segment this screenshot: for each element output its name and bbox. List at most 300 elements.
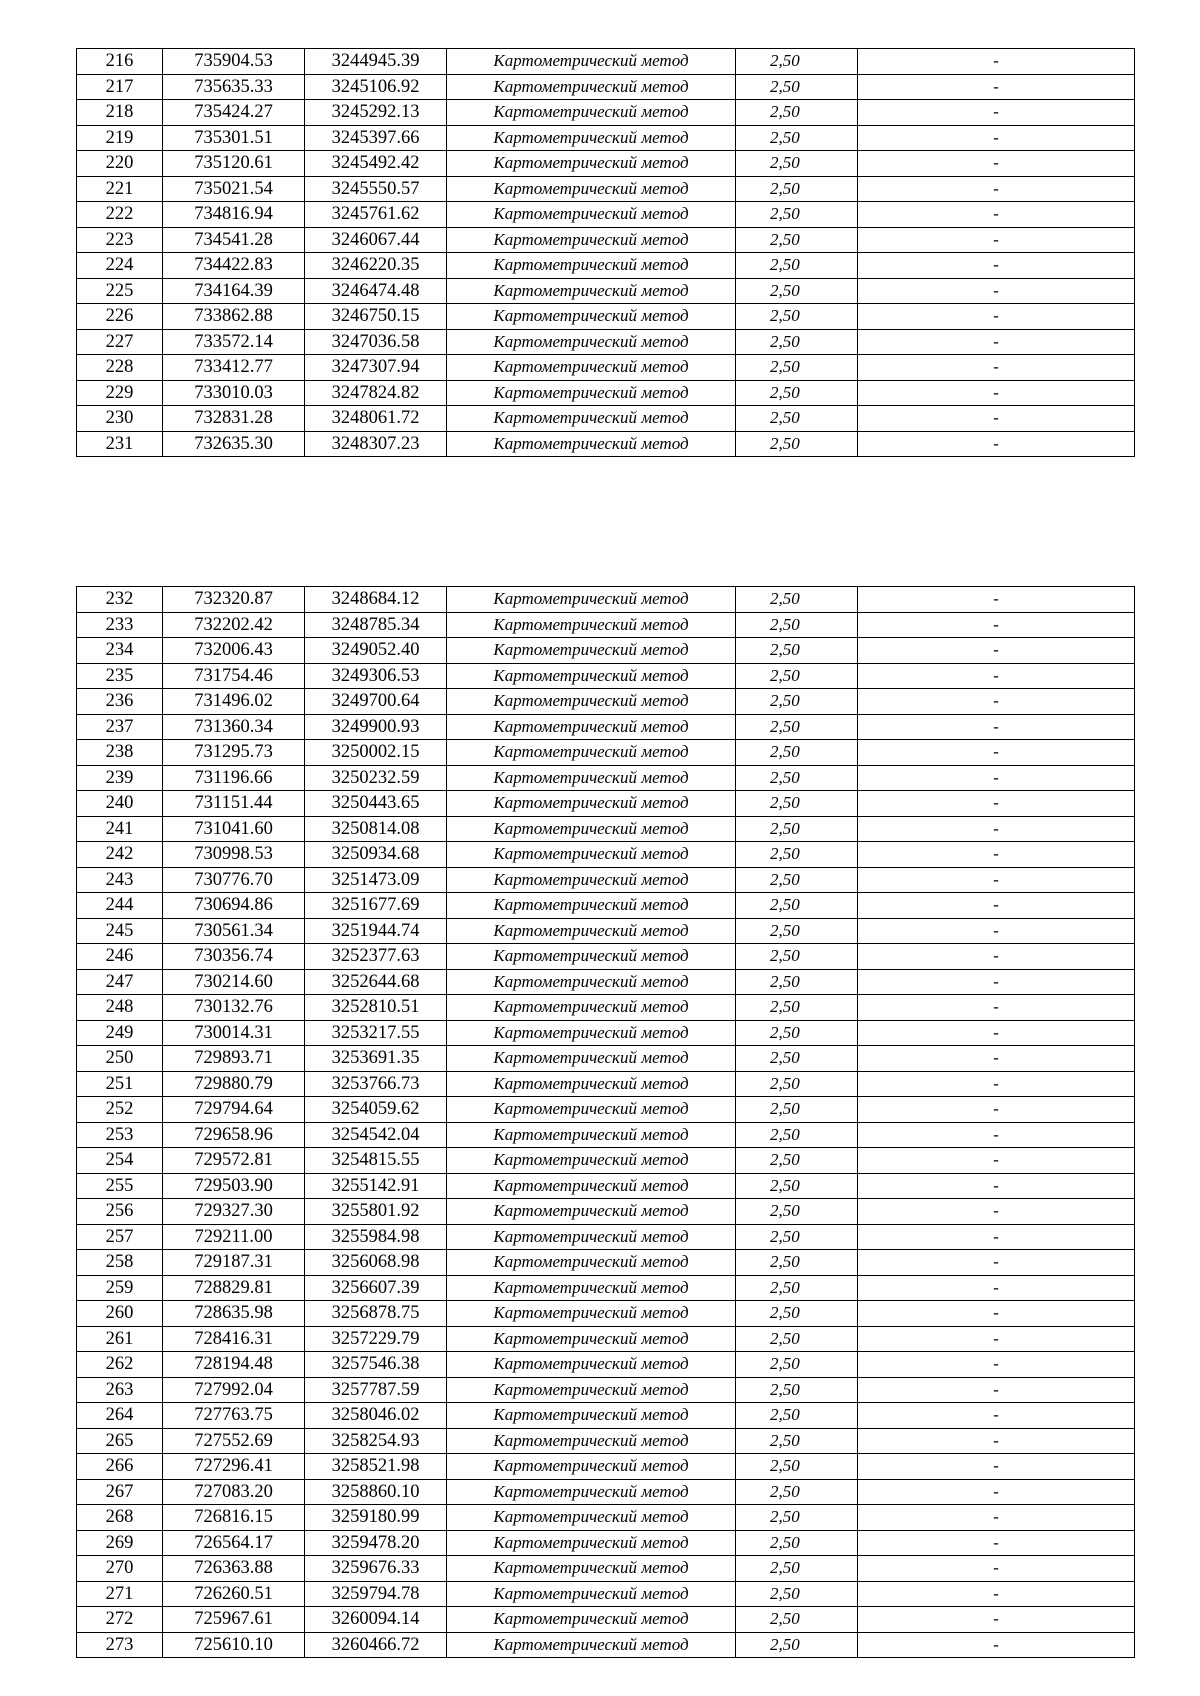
point-number-cell: 221 xyxy=(77,176,163,202)
accuracy-cell: 2,50 xyxy=(736,253,858,279)
table-row xyxy=(77,1581,1135,1607)
x-coordinate-cell: 735021.54 xyxy=(163,176,305,202)
table-row xyxy=(77,1607,1135,1633)
y-coordinate-cell: 3247036.58 xyxy=(305,329,447,355)
method-cell: Картометрический метод xyxy=(447,380,736,406)
method-cell: Картометрический метод xyxy=(447,176,736,202)
y-coordinate-cell: 3259478.20 xyxy=(305,1530,447,1556)
y-coordinate-cell: 3247824.82 xyxy=(305,380,447,406)
table-row xyxy=(77,1046,1135,1072)
y-coordinate-cell: 3257546.38 xyxy=(305,1352,447,1378)
y-coordinate-cell: 3254542.04 xyxy=(305,1122,447,1148)
point-number-cell: 230 xyxy=(77,406,163,432)
accuracy-cell: 2,50 xyxy=(736,944,858,970)
x-coordinate-cell: 730356.74 xyxy=(163,944,305,970)
accuracy-cell: 2,50 xyxy=(736,918,858,944)
table-row xyxy=(77,1173,1135,1199)
point-number-cell: 247 xyxy=(77,969,163,995)
table-row xyxy=(77,740,1135,766)
table-row xyxy=(77,1530,1135,1556)
y-coordinate-cell: 3252644.68 xyxy=(305,969,447,995)
y-coordinate-cell: 3248307.23 xyxy=(305,431,447,457)
method-cell: Картометрический метод xyxy=(447,1505,736,1531)
accuracy-cell: 2,50 xyxy=(736,791,858,817)
note-cell: - xyxy=(858,842,1135,868)
x-coordinate-cell: 731496.02 xyxy=(163,689,305,715)
point-number-cell: 258 xyxy=(77,1250,163,1276)
method-cell: Картометрический метод xyxy=(447,1530,736,1556)
x-coordinate-cell: 727552.69 xyxy=(163,1428,305,1454)
y-coordinate-cell: 3245397.66 xyxy=(305,125,447,151)
table-row xyxy=(77,1301,1135,1327)
point-number-cell: 270 xyxy=(77,1556,163,1582)
accuracy-cell: 2,50 xyxy=(736,1581,858,1607)
x-coordinate-cell: 733572.14 xyxy=(163,329,305,355)
table-row xyxy=(77,380,1135,406)
accuracy-cell: 2,50 xyxy=(736,1148,858,1174)
x-coordinate-cell: 730776.70 xyxy=(163,867,305,893)
y-coordinate-cell: 3248684.12 xyxy=(305,587,447,613)
note-cell: - xyxy=(858,1301,1135,1327)
note-cell: - xyxy=(858,100,1135,126)
point-number-cell: 250 xyxy=(77,1046,163,1072)
table-row xyxy=(77,765,1135,791)
note-cell: - xyxy=(858,202,1135,228)
method-cell: Картометрический метод xyxy=(447,1403,736,1429)
table-row xyxy=(77,995,1135,1021)
x-coordinate-cell: 730014.31 xyxy=(163,1020,305,1046)
accuracy-cell: 2,50 xyxy=(736,1352,858,1378)
note-cell: - xyxy=(858,1122,1135,1148)
point-number-cell: 219 xyxy=(77,125,163,151)
note-cell: - xyxy=(858,1020,1135,1046)
note-cell: - xyxy=(858,893,1135,919)
x-coordinate-cell: 733412.77 xyxy=(163,355,305,381)
y-coordinate-cell: 3255142.91 xyxy=(305,1173,447,1199)
point-number-cell: 246 xyxy=(77,944,163,970)
method-cell: Картометрический метод xyxy=(447,612,736,638)
note-cell: - xyxy=(858,253,1135,279)
method-cell: Картометрический метод xyxy=(447,1020,736,1046)
note-cell: - xyxy=(858,176,1135,202)
x-coordinate-cell: 727083.20 xyxy=(163,1479,305,1505)
y-coordinate-cell: 3259676.33 xyxy=(305,1556,447,1582)
point-number-cell: 242 xyxy=(77,842,163,868)
table-row xyxy=(77,151,1135,177)
point-number-cell: 271 xyxy=(77,1581,163,1607)
method-cell: Картометрический метод xyxy=(447,765,736,791)
accuracy-cell: 2,50 xyxy=(736,740,858,766)
table-row xyxy=(77,1326,1135,1352)
point-number-cell: 236 xyxy=(77,689,163,715)
point-number-cell: 244 xyxy=(77,893,163,919)
note-cell: - xyxy=(858,355,1135,381)
x-coordinate-cell: 729187.31 xyxy=(163,1250,305,1276)
point-number-cell: 227 xyxy=(77,329,163,355)
method-cell: Картометрический метод xyxy=(447,227,736,253)
accuracy-cell: 2,50 xyxy=(736,1530,858,1556)
note-cell: - xyxy=(858,791,1135,817)
note-cell: - xyxy=(858,1148,1135,1174)
accuracy-cell: 2,50 xyxy=(736,893,858,919)
method-cell: Картометрический метод xyxy=(447,714,736,740)
accuracy-cell: 2,50 xyxy=(736,816,858,842)
accuracy-cell: 2,50 xyxy=(736,1479,858,1505)
note-cell: - xyxy=(858,918,1135,944)
y-coordinate-cell: 3256878.75 xyxy=(305,1301,447,1327)
note-cell: - xyxy=(858,867,1135,893)
accuracy-cell: 2,50 xyxy=(736,612,858,638)
y-coordinate-cell: 3253217.55 xyxy=(305,1020,447,1046)
table-row xyxy=(77,689,1135,715)
point-number-cell: 218 xyxy=(77,100,163,126)
y-coordinate-cell: 3255801.92 xyxy=(305,1199,447,1225)
table-row xyxy=(77,202,1135,228)
method-cell: Картометрический метод xyxy=(447,278,736,304)
y-coordinate-cell: 3245492.42 xyxy=(305,151,447,177)
table-row xyxy=(77,278,1135,304)
point-number-cell: 251 xyxy=(77,1071,163,1097)
table-row xyxy=(77,791,1135,817)
method-cell: Картометрический метод xyxy=(447,1046,736,1072)
method-cell: Картометрический метод xyxy=(447,791,736,817)
y-coordinate-cell: 3251473.09 xyxy=(305,867,447,893)
method-cell: Картометрический метод xyxy=(447,995,736,1021)
x-coordinate-cell: 730998.53 xyxy=(163,842,305,868)
point-number-cell: 252 xyxy=(77,1097,163,1123)
y-coordinate-cell: 3246750.15 xyxy=(305,304,447,330)
y-coordinate-cell: 3260094.14 xyxy=(305,1607,447,1633)
y-coordinate-cell: 3252810.51 xyxy=(305,995,447,1021)
accuracy-cell: 2,50 xyxy=(736,714,858,740)
accuracy-cell: 2,50 xyxy=(736,227,858,253)
table-row xyxy=(77,1377,1135,1403)
table-row xyxy=(77,1148,1135,1174)
point-number-cell: 261 xyxy=(77,1326,163,1352)
note-cell: - xyxy=(858,740,1135,766)
x-coordinate-cell: 729211.00 xyxy=(163,1224,305,1250)
x-coordinate-cell: 726816.15 xyxy=(163,1505,305,1531)
point-number-cell: 239 xyxy=(77,765,163,791)
method-cell: Картометрический метод xyxy=(447,1122,736,1148)
point-number-cell: 243 xyxy=(77,867,163,893)
y-coordinate-cell: 3253766.73 xyxy=(305,1071,447,1097)
x-coordinate-cell: 733862.88 xyxy=(163,304,305,330)
x-coordinate-cell: 727296.41 xyxy=(163,1454,305,1480)
y-coordinate-cell: 3247307.94 xyxy=(305,355,447,381)
x-coordinate-cell: 734541.28 xyxy=(163,227,305,253)
table-row xyxy=(77,663,1135,689)
note-cell: - xyxy=(858,1530,1135,1556)
y-coordinate-cell: 3249052.40 xyxy=(305,638,447,664)
point-number-cell: 229 xyxy=(77,380,163,406)
x-coordinate-cell: 727992.04 xyxy=(163,1377,305,1403)
accuracy-cell: 2,50 xyxy=(736,125,858,151)
x-coordinate-cell: 725967.61 xyxy=(163,1607,305,1633)
point-number-cell: 264 xyxy=(77,1403,163,1429)
method-cell: Картометрический метод xyxy=(447,1454,736,1480)
note-cell: - xyxy=(858,1173,1135,1199)
method-cell: Картометрический метод xyxy=(447,406,736,432)
method-cell: Картометрический метод xyxy=(447,1224,736,1250)
point-number-cell: 249 xyxy=(77,1020,163,1046)
accuracy-cell: 2,50 xyxy=(736,1122,858,1148)
table-row xyxy=(77,1556,1135,1582)
table-row xyxy=(77,1071,1135,1097)
point-number-cell: 235 xyxy=(77,663,163,689)
x-coordinate-cell: 726363.88 xyxy=(163,1556,305,1582)
note-cell: - xyxy=(858,689,1135,715)
note-cell: - xyxy=(858,1479,1135,1505)
x-coordinate-cell: 731295.73 xyxy=(163,740,305,766)
x-coordinate-cell: 731754.46 xyxy=(163,663,305,689)
point-number-cell: 228 xyxy=(77,355,163,381)
table-row xyxy=(77,918,1135,944)
x-coordinate-cell: 731151.44 xyxy=(163,791,305,817)
table-row xyxy=(77,638,1135,664)
y-coordinate-cell: 3246067.44 xyxy=(305,227,447,253)
note-cell: - xyxy=(858,304,1135,330)
point-number-cell: 223 xyxy=(77,227,163,253)
accuracy-cell: 2,50 xyxy=(736,1428,858,1454)
x-coordinate-cell: 735904.53 xyxy=(163,49,305,75)
table-row xyxy=(77,1020,1135,1046)
table-row xyxy=(77,406,1135,432)
method-cell: Картометрический метод xyxy=(447,1326,736,1352)
accuracy-cell: 2,50 xyxy=(736,406,858,432)
table-body xyxy=(77,49,1135,457)
method-cell: Картометрический метод xyxy=(447,74,736,100)
method-cell: Картометрический метод xyxy=(447,304,736,330)
note-cell: - xyxy=(858,1071,1135,1097)
x-coordinate-cell: 728194.48 xyxy=(163,1352,305,1378)
point-number-cell: 254 xyxy=(77,1148,163,1174)
y-coordinate-cell: 3258254.93 xyxy=(305,1428,447,1454)
point-number-cell: 226 xyxy=(77,304,163,330)
accuracy-cell: 2,50 xyxy=(736,1556,858,1582)
coordinates-table-1 xyxy=(76,48,1135,457)
method-cell: Картометрический метод xyxy=(447,100,736,126)
note-cell: - xyxy=(858,278,1135,304)
y-coordinate-cell: 3258860.10 xyxy=(305,1479,447,1505)
y-coordinate-cell: 3245550.57 xyxy=(305,176,447,202)
y-coordinate-cell: 3254059.62 xyxy=(305,1097,447,1123)
y-coordinate-cell: 3248785.34 xyxy=(305,612,447,638)
accuracy-cell: 2,50 xyxy=(736,1199,858,1225)
table-row xyxy=(77,1352,1135,1378)
method-cell: Картометрический метод xyxy=(447,355,736,381)
method-cell: Картометрический метод xyxy=(447,816,736,842)
table-row xyxy=(77,431,1135,457)
x-coordinate-cell: 731196.66 xyxy=(163,765,305,791)
note-cell: - xyxy=(858,995,1135,1021)
table-row xyxy=(77,329,1135,355)
accuracy-cell: 2,50 xyxy=(736,867,858,893)
note-cell: - xyxy=(858,969,1135,995)
point-number-cell: 233 xyxy=(77,612,163,638)
x-coordinate-cell: 728635.98 xyxy=(163,1301,305,1327)
x-coordinate-cell: 727763.75 xyxy=(163,1403,305,1429)
table-row xyxy=(77,253,1135,279)
x-coordinate-cell: 725610.10 xyxy=(163,1632,305,1658)
coordinates-table-2 xyxy=(76,586,1135,1658)
note-cell: - xyxy=(858,638,1135,664)
method-cell: Картометрический метод xyxy=(447,1632,736,1658)
point-number-cell: 225 xyxy=(77,278,163,304)
accuracy-cell: 2,50 xyxy=(736,1505,858,1531)
note-cell: - xyxy=(858,612,1135,638)
point-number-cell: 224 xyxy=(77,253,163,279)
accuracy-cell: 2,50 xyxy=(736,1224,858,1250)
note-cell: - xyxy=(858,1097,1135,1123)
method-cell: Картометрический метод xyxy=(447,740,736,766)
accuracy-cell: 2,50 xyxy=(736,1020,858,1046)
table-row xyxy=(77,1505,1135,1531)
accuracy-cell: 2,50 xyxy=(736,1275,858,1301)
point-number-cell: 256 xyxy=(77,1199,163,1225)
accuracy-cell: 2,50 xyxy=(736,765,858,791)
accuracy-cell: 2,50 xyxy=(736,1326,858,1352)
x-coordinate-cell: 729893.71 xyxy=(163,1046,305,1072)
x-coordinate-cell: 728416.31 xyxy=(163,1326,305,1352)
y-coordinate-cell: 3256607.39 xyxy=(305,1275,447,1301)
accuracy-cell: 2,50 xyxy=(736,1632,858,1658)
x-coordinate-cell: 729794.64 xyxy=(163,1097,305,1123)
y-coordinate-cell: 3250934.68 xyxy=(305,842,447,868)
table-row xyxy=(77,714,1135,740)
note-cell: - xyxy=(858,1275,1135,1301)
note-cell: - xyxy=(858,1581,1135,1607)
accuracy-cell: 2,50 xyxy=(736,969,858,995)
point-number-cell: 266 xyxy=(77,1454,163,1480)
method-cell: Картометрический метод xyxy=(447,253,736,279)
x-coordinate-cell: 730132.76 xyxy=(163,995,305,1021)
method-cell: Картометрический метод xyxy=(447,49,736,75)
point-number-cell: 255 xyxy=(77,1173,163,1199)
accuracy-cell: 2,50 xyxy=(736,587,858,613)
y-coordinate-cell: 3257229.79 xyxy=(305,1326,447,1352)
method-cell: Картометрический метод xyxy=(447,587,736,613)
x-coordinate-cell: 726564.17 xyxy=(163,1530,305,1556)
note-cell: - xyxy=(858,1224,1135,1250)
method-cell: Картометрический метод xyxy=(447,1097,736,1123)
y-coordinate-cell: 3250002.15 xyxy=(305,740,447,766)
note-cell: - xyxy=(858,944,1135,970)
y-coordinate-cell: 3250232.59 xyxy=(305,765,447,791)
note-cell: - xyxy=(858,1632,1135,1658)
note-cell: - xyxy=(858,1250,1135,1276)
note-cell: - xyxy=(858,151,1135,177)
table-row xyxy=(77,1454,1135,1480)
accuracy-cell: 2,50 xyxy=(736,1377,858,1403)
table-row xyxy=(77,74,1135,100)
x-coordinate-cell: 734422.83 xyxy=(163,253,305,279)
accuracy-cell: 2,50 xyxy=(736,380,858,406)
y-coordinate-cell: 3258521.98 xyxy=(305,1454,447,1480)
x-coordinate-cell: 731041.60 xyxy=(163,816,305,842)
x-coordinate-cell: 733010.03 xyxy=(163,380,305,406)
note-cell: - xyxy=(858,1428,1135,1454)
note-cell: - xyxy=(858,714,1135,740)
point-number-cell: 238 xyxy=(77,740,163,766)
x-coordinate-cell: 732202.42 xyxy=(163,612,305,638)
note-cell: - xyxy=(858,49,1135,75)
y-coordinate-cell: 3257787.59 xyxy=(305,1377,447,1403)
point-number-cell: 262 xyxy=(77,1352,163,1378)
table-row xyxy=(77,227,1135,253)
method-cell: Картометрический метод xyxy=(447,663,736,689)
table-row xyxy=(77,1403,1135,1429)
x-coordinate-cell: 729503.90 xyxy=(163,1173,305,1199)
point-number-cell: 240 xyxy=(77,791,163,817)
note-cell: - xyxy=(858,1352,1135,1378)
x-coordinate-cell: 729327.30 xyxy=(163,1199,305,1225)
y-coordinate-cell: 3256068.98 xyxy=(305,1250,447,1276)
y-coordinate-cell: 3250814.08 xyxy=(305,816,447,842)
method-cell: Картометрический метод xyxy=(447,1479,736,1505)
table-row xyxy=(77,355,1135,381)
table-row xyxy=(77,1122,1135,1148)
table-row xyxy=(77,1479,1135,1505)
accuracy-cell: 2,50 xyxy=(736,1607,858,1633)
note-cell: - xyxy=(858,663,1135,689)
point-number-cell: 234 xyxy=(77,638,163,664)
x-coordinate-cell: 729658.96 xyxy=(163,1122,305,1148)
method-cell: Картометрический метод xyxy=(447,1148,736,1174)
table-row xyxy=(77,1428,1135,1454)
table-row xyxy=(77,944,1135,970)
table-row xyxy=(77,100,1135,126)
table-row xyxy=(77,1632,1135,1658)
note-cell: - xyxy=(858,1326,1135,1352)
point-number-cell: 260 xyxy=(77,1301,163,1327)
x-coordinate-cell: 732320.87 xyxy=(163,587,305,613)
x-coordinate-cell: 726260.51 xyxy=(163,1581,305,1607)
y-coordinate-cell: 3259180.99 xyxy=(305,1505,447,1531)
y-coordinate-cell: 3248061.72 xyxy=(305,406,447,432)
note-cell: - xyxy=(858,1556,1135,1582)
point-number-cell: 263 xyxy=(77,1377,163,1403)
table-row xyxy=(77,867,1135,893)
point-number-cell: 265 xyxy=(77,1428,163,1454)
note-cell: - xyxy=(858,329,1135,355)
table-row xyxy=(77,125,1135,151)
y-coordinate-cell: 3246474.48 xyxy=(305,278,447,304)
accuracy-cell: 2,50 xyxy=(736,202,858,228)
accuracy-cell: 2,50 xyxy=(736,1071,858,1097)
point-number-cell: 222 xyxy=(77,202,163,228)
accuracy-cell: 2,50 xyxy=(736,304,858,330)
method-cell: Картометрический метод xyxy=(447,893,736,919)
x-coordinate-cell: 730694.86 xyxy=(163,893,305,919)
y-coordinate-cell: 3252377.63 xyxy=(305,944,447,970)
method-cell: Картометрический метод xyxy=(447,1581,736,1607)
accuracy-cell: 2,50 xyxy=(736,638,858,664)
note-cell: - xyxy=(858,587,1135,613)
point-number-cell: 248 xyxy=(77,995,163,1021)
point-number-cell: 259 xyxy=(77,1275,163,1301)
note-cell: - xyxy=(858,431,1135,457)
table-row xyxy=(77,1275,1135,1301)
note-cell: - xyxy=(858,1607,1135,1633)
note-cell: - xyxy=(858,1505,1135,1531)
x-coordinate-cell: 732831.28 xyxy=(163,406,305,432)
y-coordinate-cell: 3250443.65 xyxy=(305,791,447,817)
accuracy-cell: 2,50 xyxy=(736,1046,858,1072)
point-number-cell: 237 xyxy=(77,714,163,740)
point-number-cell: 231 xyxy=(77,431,163,457)
accuracy-cell: 2,50 xyxy=(736,151,858,177)
